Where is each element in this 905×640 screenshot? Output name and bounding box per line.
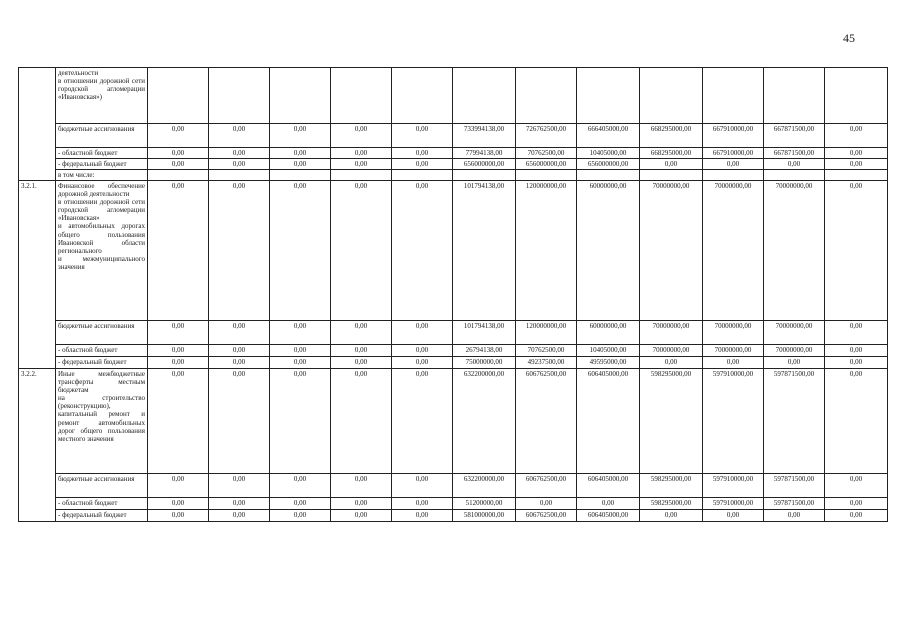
amount-cell: [825, 68, 888, 124]
amount-cell: 656000000,00: [453, 159, 516, 170]
amount-cell: 51200000,00: [453, 498, 516, 510]
amount-cell: [453, 170, 516, 181]
amount-cell: 0,00: [640, 357, 703, 369]
amount-cell: 120000000,00: [516, 181, 577, 321]
table-row: [19, 321, 888, 345]
amount-cell: [640, 170, 703, 181]
row-name: в том числе:: [56, 170, 148, 181]
table-row: [19, 181, 888, 321]
amount-cell: 0,00: [825, 321, 888, 345]
amount-cell: 666405000,00: [577, 124, 640, 148]
amount-cell: 0,00: [209, 474, 270, 498]
amount-cell: [825, 170, 888, 181]
amount-cell: 0,00: [148, 124, 209, 148]
amount-cell: 0,00: [331, 510, 392, 522]
row-name: Финансовое обеспечение дорожной деятельности в отношении дорожной сети городской агломерации «Ивановская» и автомобильных дорогах общего пользования Ивановской области регионального и межмуниципального значения: [56, 181, 148, 321]
amount-cell: 0,00: [148, 498, 209, 510]
table-row: [19, 148, 888, 159]
amount-cell: 0,00: [392, 124, 453, 148]
amount-cell: [516, 170, 577, 181]
amount-cell: 0,00: [331, 498, 392, 510]
table-row: [19, 68, 888, 124]
amount-cell: 49595000,00: [577, 357, 640, 369]
table-row: [19, 124, 888, 148]
amount-cell: 0,00: [703, 357, 764, 369]
amount-cell: 0,00: [703, 510, 764, 522]
amount-cell: 0,00: [270, 474, 331, 498]
amount-cell: 581000000,00: [453, 510, 516, 522]
amount-cell: 70000000,00: [640, 345, 703, 357]
amount-cell: [270, 170, 331, 181]
amount-cell: 632200000,00: [453, 369, 516, 474]
amount-cell: 668295000,00: [640, 148, 703, 159]
amount-cell: 0,00: [270, 345, 331, 357]
amount-cell: 70762500,00: [516, 148, 577, 159]
amount-cell: 0,00: [270, 124, 331, 148]
section-code: [19, 68, 56, 181]
amount-cell: 60000000,00: [577, 181, 640, 321]
amount-cell: 0,00: [392, 357, 453, 369]
amount-cell: 0,00: [148, 474, 209, 498]
amount-cell: [703, 170, 764, 181]
amount-cell: 597910000,00: [703, 369, 764, 474]
amount-cell: [270, 68, 331, 124]
amount-cell: 0,00: [331, 321, 392, 345]
amount-cell: 598295000,00: [640, 498, 703, 510]
row-name: - федеральный бюджет: [56, 510, 148, 522]
amount-cell: 656000000,00: [516, 159, 577, 170]
amount-cell: 0,00: [392, 159, 453, 170]
amount-cell: 0,00: [331, 181, 392, 321]
amount-cell: 656000000,00: [577, 159, 640, 170]
amount-cell: 598295000,00: [640, 369, 703, 474]
amount-cell: 0,00: [392, 510, 453, 522]
row-name: Иные межбюджетные трансферты местным бюджетам на строительство (реконструкцию), капитальный ремонт и ремонт автомобильных дорог общего пользования местного значения: [56, 369, 148, 474]
amount-cell: 0,00: [825, 345, 888, 357]
amount-cell: 606405000,00: [577, 369, 640, 474]
amount-cell: 0,00: [270, 148, 331, 159]
amount-cell: [209, 170, 270, 181]
amount-cell: 0,00: [392, 345, 453, 357]
amount-cell: 668295000,00: [640, 124, 703, 148]
amount-cell: 0,00: [148, 159, 209, 170]
row-name: бюджетные ассигнования: [56, 474, 148, 498]
amount-cell: 0,00: [331, 148, 392, 159]
amount-cell: 70000000,00: [764, 321, 825, 345]
amount-cell: 70762500,00: [516, 345, 577, 357]
row-name: - федеральный бюджет: [56, 159, 148, 170]
amount-cell: [148, 170, 209, 181]
amount-cell: 0,00: [392, 321, 453, 345]
amount-cell: [764, 170, 825, 181]
row-name: - областной бюджет: [56, 498, 148, 510]
amount-cell: 70000000,00: [764, 181, 825, 321]
row-name: бюджетные ассигнования: [56, 124, 148, 148]
row-name: бюджетные ассигнования: [56, 321, 148, 345]
section-code: 3.2.1.: [19, 181, 56, 369]
amount-cell: 0,00: [209, 148, 270, 159]
amount-cell: 0,00: [577, 498, 640, 510]
amount-cell: 0,00: [270, 498, 331, 510]
amount-cell: 0,00: [392, 498, 453, 510]
amount-cell: 70000000,00: [764, 345, 825, 357]
table-row: [19, 170, 888, 181]
amount-cell: [331, 170, 392, 181]
amount-cell: 0,00: [764, 510, 825, 522]
amount-cell: 726762500,00: [516, 124, 577, 148]
amount-cell: 632200000,00: [453, 474, 516, 498]
amount-cell: 606405000,00: [577, 510, 640, 522]
amount-cell: [453, 68, 516, 124]
table-row: [19, 159, 888, 170]
amount-cell: 120000000,00: [516, 321, 577, 345]
table-row: [19, 345, 888, 357]
table-row: [19, 369, 888, 474]
amount-cell: 10405000,00: [577, 148, 640, 159]
amount-cell: 70000000,00: [703, 181, 764, 321]
amount-cell: 0,00: [392, 369, 453, 474]
amount-cell: [331, 68, 392, 124]
page-number: 45: [843, 31, 855, 45]
amount-cell: 0,00: [331, 369, 392, 474]
amount-cell: 597871500,00: [764, 498, 825, 510]
amount-cell: 0,00: [825, 369, 888, 474]
table-row: [19, 510, 888, 522]
row-name: - федеральный бюджет: [56, 357, 148, 369]
amount-cell: 0,00: [331, 124, 392, 148]
budget-table: [18, 67, 888, 522]
amount-cell: 0,00: [209, 181, 270, 321]
amount-cell: 0,00: [209, 369, 270, 474]
amount-cell: 667910000,00: [703, 124, 764, 148]
amount-cell: 101794138,00: [453, 181, 516, 321]
amount-cell: 0,00: [640, 159, 703, 170]
amount-cell: 733994138,00: [453, 124, 516, 148]
amount-cell: 0,00: [270, 159, 331, 170]
amount-cell: 606405000,00: [577, 474, 640, 498]
amount-cell: 0,00: [209, 498, 270, 510]
amount-cell: 0,00: [392, 474, 453, 498]
amount-cell: 0,00: [331, 474, 392, 498]
amount-cell: 70000000,00: [640, 321, 703, 345]
amount-cell: 597871500,00: [764, 369, 825, 474]
amount-cell: 0,00: [209, 124, 270, 148]
amount-cell: 0,00: [209, 357, 270, 369]
amount-cell: 0,00: [270, 357, 331, 369]
amount-cell: 75000000,00: [453, 357, 516, 369]
amount-cell: 0,00: [331, 345, 392, 357]
row-name: деятельности в отношении дорожной сети городской агломерации «Ивановская»): [56, 68, 148, 124]
amount-cell: 0,00: [270, 321, 331, 345]
amount-cell: 606762500,00: [516, 510, 577, 522]
amount-cell: [577, 68, 640, 124]
amount-cell: 0,00: [148, 148, 209, 159]
amount-cell: 70000000,00: [703, 321, 764, 345]
amount-cell: [577, 170, 640, 181]
amount-cell: 0,00: [825, 357, 888, 369]
section-code: 3.2.2.: [19, 369, 56, 522]
amount-cell: 0,00: [209, 510, 270, 522]
amount-cell: 10405000,00: [577, 345, 640, 357]
amount-cell: 70000000,00: [703, 345, 764, 357]
amount-cell: 0,00: [148, 357, 209, 369]
amount-cell: 0,00: [148, 510, 209, 522]
amount-cell: [516, 68, 577, 124]
amount-cell: 70000000,00: [640, 181, 703, 321]
amount-cell: [392, 170, 453, 181]
amount-cell: 0,00: [764, 159, 825, 170]
amount-cell: 0,00: [825, 148, 888, 159]
amount-cell: 0,00: [825, 159, 888, 170]
amount-cell: 667871500,00: [764, 148, 825, 159]
amount-cell: 597871500,00: [764, 474, 825, 498]
amount-cell: 0,00: [825, 124, 888, 148]
amount-cell: 667910000,00: [703, 148, 764, 159]
amount-cell: [209, 68, 270, 124]
amount-cell: 101794138,00: [453, 321, 516, 345]
amount-cell: 60000000,00: [577, 321, 640, 345]
amount-cell: 0,00: [331, 357, 392, 369]
amount-cell: 0,00: [825, 498, 888, 510]
amount-cell: 0,00: [148, 181, 209, 321]
amount-cell: 0,00: [516, 498, 577, 510]
table-row: [19, 474, 888, 498]
amount-cell: 0,00: [209, 321, 270, 345]
amount-cell: 0,00: [825, 474, 888, 498]
amount-cell: 0,00: [825, 510, 888, 522]
amount-cell: 0,00: [640, 510, 703, 522]
amount-cell: 597910000,00: [703, 498, 764, 510]
amount-cell: 0,00: [392, 148, 453, 159]
amount-cell: [148, 68, 209, 124]
amount-cell: 598295000,00: [640, 474, 703, 498]
row-name: - областной бюджет: [56, 148, 148, 159]
row-name: - областной бюджет: [56, 345, 148, 357]
amount-cell: 606762500,00: [516, 369, 577, 474]
amount-cell: 0,00: [392, 181, 453, 321]
amount-cell: 667871500,00: [764, 124, 825, 148]
amount-cell: [703, 68, 764, 124]
amount-cell: 0,00: [825, 181, 888, 321]
amount-cell: 0,00: [270, 369, 331, 474]
amount-cell: 0,00: [148, 321, 209, 345]
amount-cell: 0,00: [270, 181, 331, 321]
amount-cell: 77994138,00: [453, 148, 516, 159]
amount-cell: 0,00: [148, 345, 209, 357]
amount-cell: 0,00: [703, 159, 764, 170]
amount-cell: 0,00: [270, 510, 331, 522]
amount-cell: 49237500,00: [516, 357, 577, 369]
amount-cell: [640, 68, 703, 124]
amount-cell: 0,00: [764, 357, 825, 369]
amount-cell: 26794138,00: [453, 345, 516, 357]
amount-cell: 0,00: [209, 345, 270, 357]
table-row: [19, 357, 888, 369]
amount-cell: [392, 68, 453, 124]
amount-cell: 0,00: [209, 159, 270, 170]
amount-cell: 0,00: [331, 159, 392, 170]
amount-cell: 597910000,00: [703, 474, 764, 498]
table-row: [19, 498, 888, 510]
amount-cell: 606762500,00: [516, 474, 577, 498]
amount-cell: 0,00: [148, 369, 209, 474]
amount-cell: [764, 68, 825, 124]
